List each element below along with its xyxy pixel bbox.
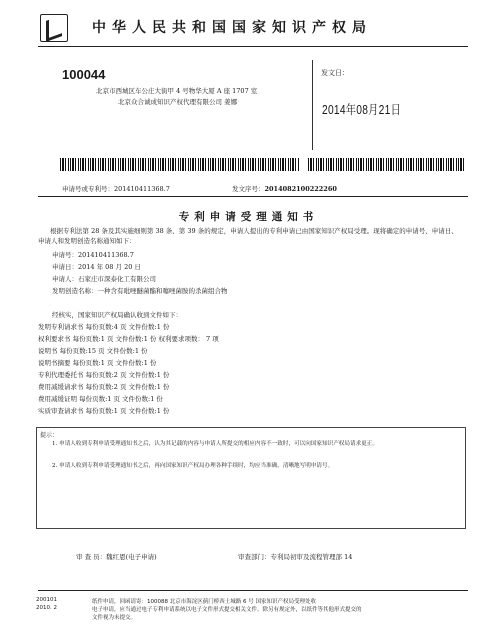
received-file: 说明书 每份页数:15 页 文件份数:1 份 (38, 347, 148, 355)
tips-label: 提示： (40, 432, 59, 439)
field-value: 石家庄市深泰化工有限公司 (78, 275, 156, 283)
field-label: 申请人： (52, 275, 78, 283)
field-filing-date (52, 262, 141, 271)
footer-line: 纸件申请，回函请寄：100088 北京市海淀区蓟门桥西土城路 6 号 国家知识产权局受理处收 (92, 599, 316, 605)
received-intro: 经核实，国家知识产权局确认收到文件如下： (52, 311, 182, 319)
doc-serial-label: 发文序号： (232, 185, 265, 193)
field-applicant (52, 274, 156, 283)
field-label: 发明创造名称： (52, 287, 98, 295)
received-file: 发明专利请求书 每份页数:4 页 文件份数:1 份 (38, 323, 170, 331)
notice-title: 专利申请受理通知书 (178, 211, 319, 223)
received-file: 专利代理委托书 每份页数:2 页 文件份数:1 份 (38, 371, 170, 379)
received-file: 实质审查请求书 每份页数:1 页 文件份数:1 份 (38, 407, 170, 415)
header-rule (38, 46, 468, 47)
received-file: 说明书摘要 每份页数:1 页 文件份数:1 份 (38, 359, 157, 367)
field-value: 一种含有吡唑醚菌酯和噻唑菌胺的杀菌组合物 (97, 287, 228, 295)
footer-line: 电子申请，应当通过电子专利申请系统以电子文件形式提交相关文件。除另有规定外，以纸件等其他形式提交的 (92, 607, 362, 613)
ref-rule (38, 196, 468, 197)
field-value: 201410411368.7 (78, 251, 134, 259)
examining-department: 审查部门：专利局初审及流程管理部 14 (238, 553, 353, 561)
field-value: 2014 年 08 月 20 日 (78, 263, 141, 271)
application-no-row (62, 184, 170, 193)
send-date-label: 发文日： (321, 69, 349, 77)
examiner: 审 查 员：魏红恩(电子申请) (76, 553, 157, 561)
application-no-value: 201410411368.7 (114, 185, 170, 193)
send-date-stamp: 2014年08月21日 (322, 103, 402, 117)
footer-rule (38, 590, 468, 591)
doc-serial-row (232, 184, 337, 193)
form-version: 2010. 2 (36, 605, 57, 611)
received-file: 权利要求书 每份页数:1 页 文件份数:1 份 权利要求项数： 7 项 (38, 335, 219, 343)
received-file: 费用减缓证明 每份页数:1 页 文件份数:1 份 (38, 395, 163, 403)
recipient-address: 北京市西城区车公庄大街甲 4 号物华大厦 A 座 1707 室 (96, 87, 258, 95)
received-file: 费用减缓请求书 每份页数:2 页 文件份数:1 份 (38, 383, 170, 391)
postcode: 100044 (62, 67, 106, 82)
field-invention-title (52, 286, 228, 295)
barcode-left (60, 158, 300, 171)
barcode-right (308, 158, 464, 171)
field-label: 申请号： (52, 251, 78, 259)
send-date-divider (312, 60, 313, 150)
field-label: 申请日： (52, 263, 78, 271)
field-application-no (52, 250, 134, 259)
doc-serial-value: 2014082100222260 (264, 185, 337, 193)
footer-line: 文件视为未提交。 (92, 615, 137, 621)
application-no-label: 申请号或专利号： (62, 185, 114, 193)
office-title: 中华人民共和国国家知识产权局 (92, 20, 372, 36)
form-code: 200101 (36, 597, 57, 603)
tip-item: 2. 申请人收到专利申请受理通知书之后，再向国家知识产权局办理各种手续时，均应当准确、清晰地写明申请号。 (52, 463, 334, 469)
tip-item: 1. 申请人收到专利申请受理通知书之后，认为其记载的内容与申请人所提交的相应内容不一致时，可以向国家知识产权局请求更正。 (52, 441, 378, 447)
recipient-agency: 北京众合诚成知识产权代理有限公司 姜娜 (118, 98, 238, 106)
notice-intro: 根据专利法第 28 条及其实施细则第 38 条、第 39 条的规定，申请人提出的专利申请已由国家知识产权局受理。现将确定的申请号、申请日、申请人和发明创造名称通知如下： (38, 227, 458, 245)
